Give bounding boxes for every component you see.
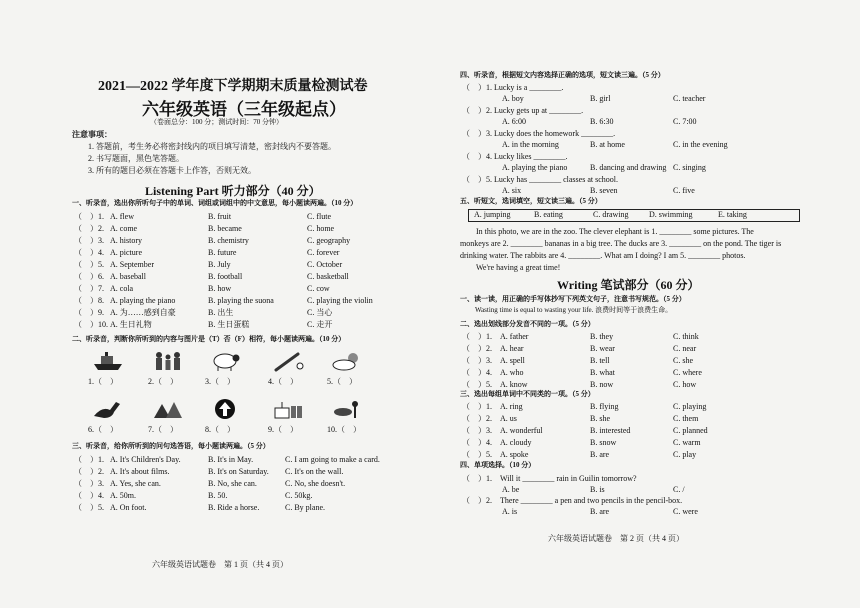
word-option: E. taking [718,210,747,219]
q3-option-c: C. By plane. [285,503,325,512]
w2-option-a: A. know [500,380,528,389]
w3-option-c: C. playing [673,402,707,411]
footer-right: 六年级英语试题卷 第 2 页（共 4 页） [548,534,684,543]
q1-item-number: （ ）10. [74,320,108,329]
w2-item-number: （ ）5. [462,380,492,389]
w3-heading: 三、选出每组单词中不同类的一项。（5 分） [460,390,595,398]
q1-heading: 一、听录音，选出你所听句子中的单词、词组或词组中的中文意思，每小题读两遍。（10 分） [72,199,358,207]
w3-option-a: A. us [500,414,517,423]
q3-item-number: （ ）5. [74,503,104,512]
score-info: （卷面总分：100 分；测试时间：70 分钟） [150,118,283,126]
w3-option-b: B. interested [590,426,631,435]
q4-question: （ ）4. Lucky likes ________. [462,152,568,161]
q1-option-c: C. 当心 [307,308,333,317]
q4-option-c: C. teacher [673,94,706,103]
passage-line: We're having a great time! [476,263,561,272]
w3-option-b: B. snow [590,438,617,447]
cloud-sun-picture [331,350,363,372]
q1-item-number: （ ）5. [74,260,104,269]
q2-answer-label: 3.（ ） [205,377,235,386]
family-picture [152,350,184,372]
bird-bath-picture [331,398,363,420]
w3-option-a: A. wonderful [500,426,543,435]
w3-option-c: C. planned [673,426,708,435]
q1-item-number: （ ）2. [74,224,104,233]
w1-sentence: Wasting time is equal to wasting your life. 浪费时间等于浪费生命。 [475,306,673,314]
q4-option-b: B. dancing and drawing [590,163,667,172]
w2-item-number: （ ）2. [462,344,492,353]
w3-option-a: A. ring [500,402,523,411]
arrow-picture [209,398,241,420]
q3-option-a: A. On foot. [110,503,147,512]
q4-option-b: B. 6:30 [590,117,614,126]
q3-option-b: B. It's on Saturday. [208,467,269,476]
w4-option-c: C. / [673,485,685,494]
word-option: B. eating [534,210,563,219]
w4-option-a: A. is [502,507,518,516]
q1-option-c: C. playing the violin [307,296,373,305]
q1-option-a: A. playing the piano [110,296,176,305]
w2-option-a: A. who [500,368,524,377]
q4-option-b: B. girl [590,94,611,103]
q3-item-number: （ ）2. [74,467,104,476]
q4-question: （ ）2. Lucky gets up at ________. [462,106,584,115]
q2-answer-label: 1.（ ） [88,377,118,386]
q1-option-a: A. cola [110,284,134,293]
footer-left: 六年级英语试题卷 第 1 页（共 4 页） [152,560,288,569]
w2-option-a: A. hear [500,344,524,353]
q3-heading: 三、听录音，给你所听到的问句选答语，每小题读两遍。（5 分） [72,442,270,450]
q1-option-b: B. playing the suona [208,296,274,305]
q1-item-number: （ ）1. [74,212,104,221]
q2-answer-label: 2.（ ） [148,377,178,386]
q1-option-c: C. geography [307,236,351,245]
w3-item-number: （ ）3. [462,426,492,435]
q1-option-a: A. come [110,224,138,233]
q2-heading: 二、听录音，判断你所听到的内容与图片是（T）否（F）相符，每小题读两遍。（10 分） [72,335,346,343]
q1-option-b: B. became [208,224,242,233]
w4-heading: 四、单项选择。（10 分） [460,461,536,469]
q3-option-a: A. It's about films. [110,467,170,476]
q1-option-c: C. 走开 [307,320,333,329]
q1-item-number: （ ）6. [74,272,104,281]
w3-option-b: B. she [590,414,610,423]
w3-option-a: A. spoke [500,450,529,459]
exam-subtitle: 六年级英语（三年级起点） [142,100,346,119]
w2-option-c: C. near [673,344,697,353]
right-page [430,0,860,608]
w2-option-c: C. where [673,368,702,377]
w2-option-a: A. father [500,332,529,341]
w2-option-b: B. they [590,332,614,341]
q4-option-a: A. boy [502,94,524,103]
w3-option-c: C. play [673,450,697,459]
q1-option-a: A. baseball [110,272,146,281]
q1-item-number: （ ）7. [74,284,104,293]
q4-option-a: A. in the morning [502,140,559,149]
q1-option-c: C. home [307,224,335,233]
q2-answer-label: 9.（ ） [268,425,298,434]
w2-option-b: B. now [590,380,614,389]
q1-option-a: A. 为……感到自豪 [110,308,176,317]
q3-option-c: C. I am going to make a card. [285,455,380,464]
q3-option-c: C. It's on the wall. [285,467,344,476]
q4-option-c: C. singing [673,163,706,172]
ship-picture [92,350,124,372]
q3-option-b: B. It's in May. [208,455,254,464]
w2-option-c: C. how [673,380,697,389]
q1-option-b: B. July [208,260,231,269]
q4-option-b: B. seven [590,186,618,195]
w4-option-b: B. is [590,485,605,494]
q1-option-a: A. 生日礼物 [110,320,152,329]
w4-option-a: A. be [502,485,520,494]
baseball-bat-picture [272,350,304,372]
w2-option-a: A. spell [500,356,525,365]
word-option: D. swimming [649,210,693,219]
notes-heading: 注意事项： [72,130,112,139]
q3-option-a: A. It's Children's Day. [110,455,181,464]
q4-question: （ ）3. Lucky does the homework ________. [462,129,616,138]
q1-option-c: C. cow [307,284,330,293]
q2-answer-label: 6.（ ） [88,425,118,434]
q4-heading: 四、听录音，根据短文内容选择正确的选项，短文读三遍。（5 分） [460,71,665,79]
q3-option-a: A. Yes, she can. [110,479,161,488]
q1-option-b: B. 出生 [208,308,234,317]
q1-option-a: A. flew [110,212,134,221]
forest-picture [152,398,184,420]
q1-item-number: （ ）9. [74,308,104,317]
passage-line: drinking water. The rabbits are 4. ________. What am I doing? I am 5. ________ photos. [460,251,746,260]
w2-option-c: C. think [673,332,699,341]
w3-option-b: B. are [590,450,610,459]
w1-heading: 一、读一读，用正确的手写体抄写下列英文句子，注意书写规范。（5 分） [460,295,686,303]
q4-question: （ ）5. Lucky has ________ classes at school. [462,175,618,184]
q3-item-number: （ ）3. [74,479,104,488]
q1-option-c: C. flute [307,212,331,221]
q4-option-c: C. in the evening [673,140,728,149]
q1-option-b: B. future [208,248,237,257]
q2-answer-label: 4.（ ） [268,377,298,386]
w2-item-number: （ ）1. [462,332,492,341]
q4-option-a: A. playing the piano [502,163,568,172]
q4-option-b: B. at home [590,140,625,149]
q1-option-b: B. how [208,284,232,293]
passage-line: In this photo, we are in the zoo. The clever elephant is 1. ________ some pictures. The [476,227,754,236]
w3-item-number: （ ）4. [462,438,492,447]
word-option: C. drawing [593,210,629,219]
w3-item-number: （ ）1. [462,402,492,411]
w3-option-c: C. warm [673,438,701,447]
w3-option-a: A. cloudy [500,438,532,447]
word-option: A. jumping [474,210,511,219]
w2-heading: 二、选出划线部分发音不同的一项。（5 分） [460,320,595,328]
q1-option-b: B. chemistry [208,236,249,245]
passage-line: monkeys are 2. ________ bananas in a big tree. The ducks are 3. ________ on the pond. The tiger is [460,239,782,248]
q2-answer-label: 8.（ ） [205,425,235,434]
q2-answer-label: 7.（ ） [148,425,178,434]
listening-heading: Listening Part 听力部分（40 分） [145,184,321,198]
q1-option-c: C. forever [307,248,340,257]
w4-question: （ ）2. There ________ a pen and two pencils in the pencil-box. [462,496,683,505]
q1-item-number: （ ）8. [74,296,104,305]
q1-option-b: B. football [208,272,243,281]
q3-item-number: （ ）4. [74,491,104,500]
note-3: 3. 所有的题目必须在答题卡上作答，否则无效。 [88,166,256,175]
q2-answer-label: 5.（ ） [327,377,357,386]
q4-question: （ ）1. Lucky is a ________. [462,83,564,92]
q1-option-c: C. basketball [307,272,349,281]
q3-item-number: （ ）1. [74,455,104,464]
q1-item-number: （ ）3. [74,236,104,245]
cake-gift-picture [272,398,304,420]
q4-option-a: A. six [502,186,522,195]
w2-option-c: C. she [673,356,693,365]
w4-option-b: B. are [590,507,610,516]
q4-option-a: A. 6:00 [502,117,526,126]
dinosaur-picture [92,398,124,420]
sheep-picture [209,350,241,372]
w3-option-b: B. flying [590,402,619,411]
w3-item-number: （ ）2. [462,414,492,423]
w2-option-b: B. wear [590,344,615,353]
w4-question: （ ）1. Will it ________ rain in Guilin tomorrow? [462,474,637,483]
q5-heading: 五、听短文，选词填空，短文读三遍。（5 分） [460,197,602,205]
w2-item-number: （ ）4. [462,368,492,377]
q3-option-a: A. 50m. [110,491,136,500]
w2-option-b: B. tell [590,356,610,365]
q3-option-c: C. 50kg. [285,491,313,500]
q1-option-a: A. September [110,260,154,269]
note-1: 1. 答题前，考生务必将密封线内的项目填写清楚，密封线内不要答题。 [88,142,336,151]
exam-title: 2021—2022 学年度下学期期末质量检测试卷 [98,79,368,94]
writing-heading: Writing 笔试部分（60 分） [557,278,700,292]
q2-answer-label: 10.（ ） [327,425,361,434]
q3-option-b: B. Ride a horse. [208,503,260,512]
q3-option-b: B. 50. [208,491,228,500]
w4-option-c: C. were [673,507,698,516]
q1-option-b: B. fruit [208,212,232,221]
note-2: 2. 书写题面，黑色笔答题。 [88,154,184,163]
q4-option-c: C. five [673,186,695,195]
q1-option-b: B. 生日蛋糕 [208,320,250,329]
word-box [468,209,800,222]
w3-option-c: C. them [673,414,699,423]
q1-option-c: C. October [307,260,343,269]
q1-option-a: A. history [110,236,142,245]
q1-option-a: A. picture [110,248,142,257]
q4-option-c: C. 7:00 [673,117,697,126]
q1-item-number: （ ）4. [74,248,104,257]
w2-item-number: （ ）3. [462,356,492,365]
q3-option-b: B. No, she can. [208,479,257,488]
w2-option-b: B. what [590,368,615,377]
w3-item-number: （ ）5. [462,450,492,459]
q3-option-c: C. No, she doesn't. [285,479,346,488]
